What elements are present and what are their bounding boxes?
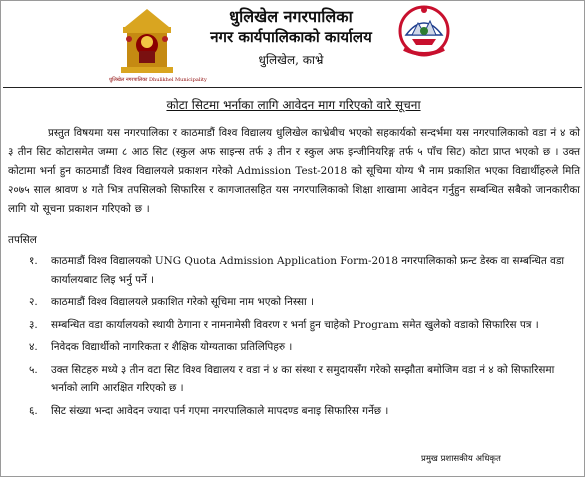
letterhead: [1, 1, 584, 91]
office-address: धुलिखेल, काभ्रे: [258, 53, 324, 67]
list-item: [23, 293, 578, 312]
list-item-text: सम्बन्धित वडा कार्यालयको स्थायी ठेगाना र नामनामेसी विवरण र भर्ना हुन चाहेको Program समेत खुलेको वडाको सिफारिस पत्र ।: [51, 318, 539, 331]
list-item-text: काठमाडौं विश्व विद्यालयको UNG Quota Admission Application Form-2018 नगरपालिकाको फ्रन्ट डेस्क वा सम्बन्धित वडा कार्यालयबाट लिइ भर्नु पर्ने ।: [51, 255, 565, 286]
list-item-number: ५.: [29, 363, 38, 376]
list-item-number: ४.: [29, 341, 38, 353]
municipality-logo: [119, 7, 175, 75]
municipality-name: धुलिखेल नगरपालिका: [229, 7, 353, 26]
signatory-title: प्रमुख प्रशासकीय अधिकृत: [421, 454, 501, 464]
list-item-text: निवेदक विद्यार्थीको नागरिकता र शैक्षिक योग्यताका प्रतिलिपिहरु ।: [51, 341, 293, 353]
list-item: [23, 338, 578, 357]
list-item: [23, 361, 578, 398]
list-item: [23, 316, 578, 335]
requirements-list: [23, 252, 578, 420]
list-item: [23, 252, 578, 289]
list-item-number: ३.: [29, 318, 38, 331]
list-item-text: सिट संख्या भन्दा आवेदन ज्यादा पर्न गएमा नगरपालिकाले मापदण्ड बनाइ सिफारिस गर्नेछ ।: [51, 404, 389, 417]
municipality-logo-caption: धुलिखेल नगरपालिका Dhulikhel Municipality: [109, 77, 207, 83]
list-item-number: ६.: [29, 404, 38, 417]
office-name: नगर कार्यपालिकाको कार्यालय: [210, 28, 372, 46]
list-item-text: काठमाडौं विश्व विद्यालयले प्रकाशित गरेको सूचिमा नाम भएको निस्सा ।: [51, 296, 314, 308]
header-divider: [3, 87, 582, 88]
notice-subject: कोटा सिटमा भर्नाका लागि आवेदन माग गरिएको वारे सूचना: [166, 98, 421, 112]
nepal-emblem-icon: [398, 5, 450, 61]
list-item: [23, 402, 578, 421]
list-heading: तपसिल: [8, 234, 37, 246]
list-item-number: १.: [29, 255, 38, 267]
notice-body: प्रस्तुत विषयमा यस नगरपालिका र काठमाडौं विश्व विद्यालय धुलिखेल काभ्रेबीच भएको सहकार्यको सन्दर्भमा यस नगरपालिकाको वडा नं ४ को ३ तीन सिट कोटासमेत जम्मा ८ आठ सिट (स्कुल अफ साइन्स तर्फ ३ तीन र स्कुल अफ इन्जीनियरिङ्ग तर्फ ५ पाँच सिट) कोटा प्राप्त भएको छ । उक्त कोटामा भर्ना हुन काठमाडौं विश्व विद्यालयले प्रकाशन गरेको Admission Test-2018 को सूचिमा योग्य भै नाम प्रकाशित भएका विद्यार्थीहरुले मिति २०७५ साल श्रावण ४ गते भित्र तपसिलको सिफारिस र कागजातसहित यस नगरपालिकाको शिक्षा शाखामा आवेदन गर्नुहुन सम्बन्धित सबैको जानकारीका लागि यो सूचना प्रकाशन गरिएको छ ।: [8, 127, 580, 215]
list-item-text: उक्त सिटहरु मध्ये ३ तीन वटा सिट विश्व विद्यालय र वडा नं ४ का संस्था र समुदायसँग गरेको सम्झौता बमोजिम वडा नं ४ को सिफारिसमा भर्नाको लागि आरक्षित गरिएको छ ।: [51, 363, 555, 394]
list-item-number: २.: [29, 296, 38, 308]
